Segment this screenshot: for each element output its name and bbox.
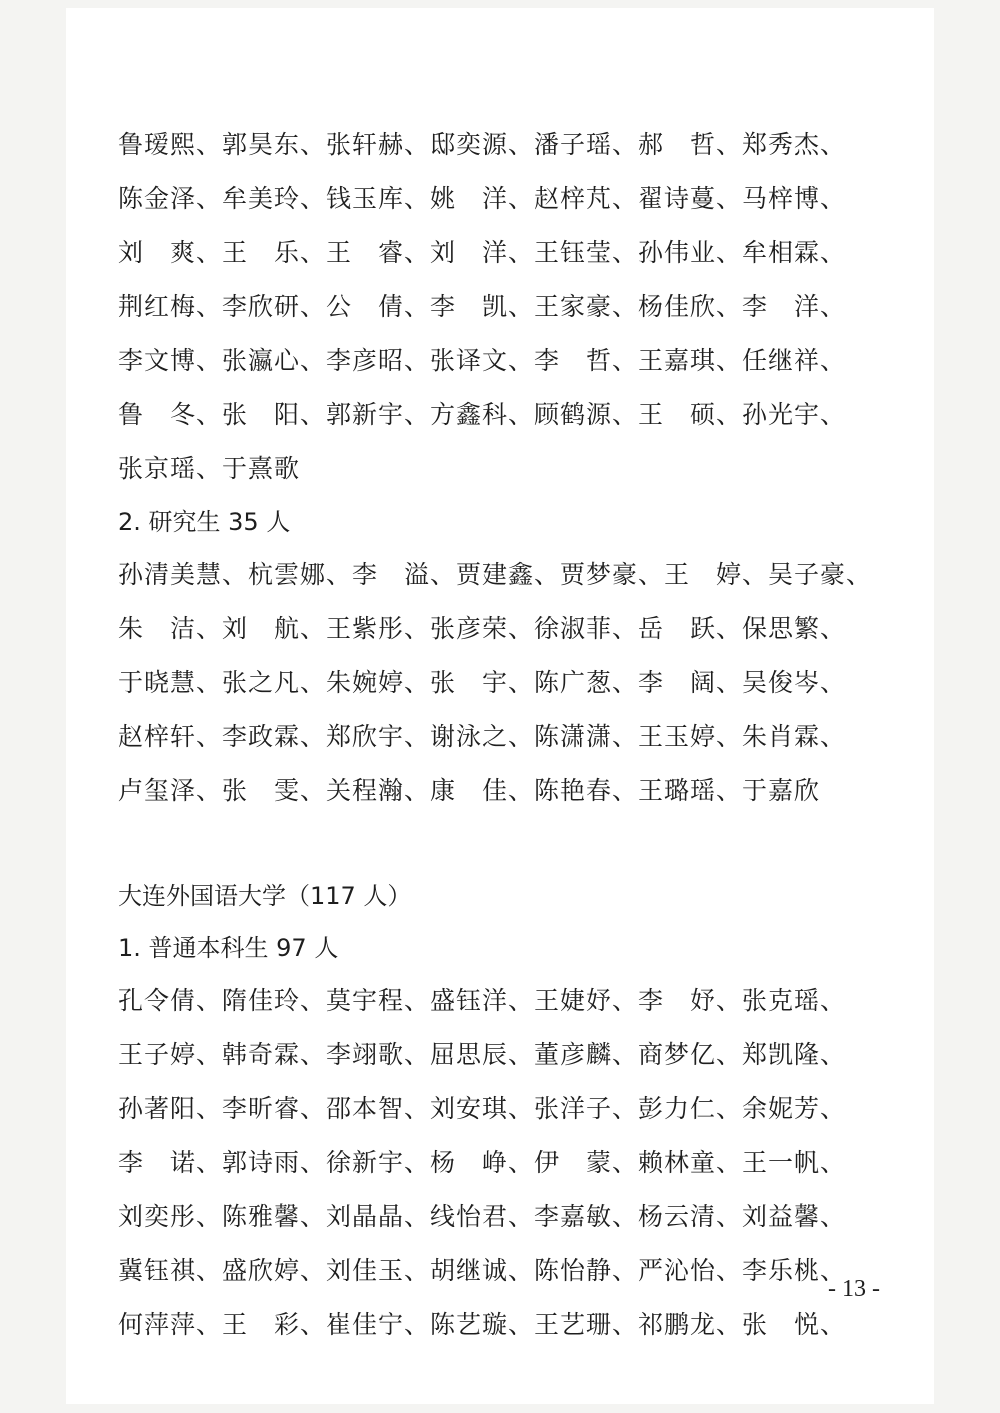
name-list-line: 孔令倩、隋佳玲、莫宇程、盛钰洋、王婕妤、李 妤、张克瑶、 [118,986,847,1015]
name-list-line: 李 诺、郭诗雨、徐新宇、杨 峥、伊 蒙、赖林童、王一帆、 [118,1148,847,1177]
name-list-line: 赵梓轩、李政霖、郑欣宇、谢泳之、陈潇潇、王玉婷、朱肖霖、 [118,722,847,751]
section-spacer [118,818,878,870]
name-list-line: 鲁瑷熙、郭昊东、张轩赫、邸奕源、潘子瑶、郝 哲、郑秀杰、 [118,130,847,159]
name-list-line: 何萍萍、王 彩、崔佳宁、陈艺璇、王艺珊、祁鹏龙、张 悦、 [118,1310,847,1339]
name-list-line: 朱 洁、刘 航、王紫彤、张彦荣、徐淑菲、岳 跃、保思繁、 [118,614,847,643]
name-list-line: 荆红梅、李欣研、公 倩、李 凯、王家豪、杨佳欣、李 洋、 [118,292,847,321]
name-list-line: 张京瑶、于熹歌 [118,454,301,483]
name-list-line: 孙清美慧、杭雲娜、李 溢、贾建鑫、贾梦豪、王 婷、吴子豪、 [118,560,873,589]
name-list-line: 刘奕彤、陈雅馨、刘晶晶、线怡君、李嘉敏、杨云清、刘益馨、 [118,1202,847,1231]
name-list-line: 鲁 冬、张 阳、郭新宇、方鑫科、顾鹤源、王 硕、孙光宇、 [118,400,847,429]
name-list-line: 陈金泽、牟美玲、钱玉库、姚 洋、赵梓芃、翟诗蔓、马梓博、 [118,184,847,213]
name-list-line: 于晓慧、张之凡、朱婉婷、张 宇、陈广葱、李 阔、吴俊岑、 [118,668,847,697]
name-list-line: 王子婷、韩奇霖、李翊歌、屈思辰、董彦麟、商梦亿、郑凯隆、 [118,1040,847,1069]
page-number: - 13 - [828,1276,880,1302]
document-body [118,118,878,1352]
graduate-heading: 2. 研究生 35 人 [118,508,291,536]
name-list-line: 卢玺泽、张 雯、关程瀚、康 佳、陈艳春、王璐瑶、于嘉欣 [118,776,821,805]
name-list-line: 刘 爽、王 乐、王 睿、刘 洋、王钰莹、孙伟业、牟相霖、 [118,238,847,267]
name-list-line: 李文博、张瀛心、李彦昭、张译文、李 哲、王嘉琪、任继祥、 [118,346,847,375]
university-heading: 大连外国语大学（117 人） [118,882,412,910]
name-list-line: 冀钰祺、盛欣婷、刘佳玉、胡继诚、陈怡静、严沁怡、李乐桃、 [118,1256,847,1285]
name-list-line: 孙著阳、李昕睿、邵本智、刘安琪、张洋子、彭力仁、余妮芳、 [118,1094,847,1123]
undergraduate-heading: 1. 普通本科生 97 人 [118,934,339,962]
